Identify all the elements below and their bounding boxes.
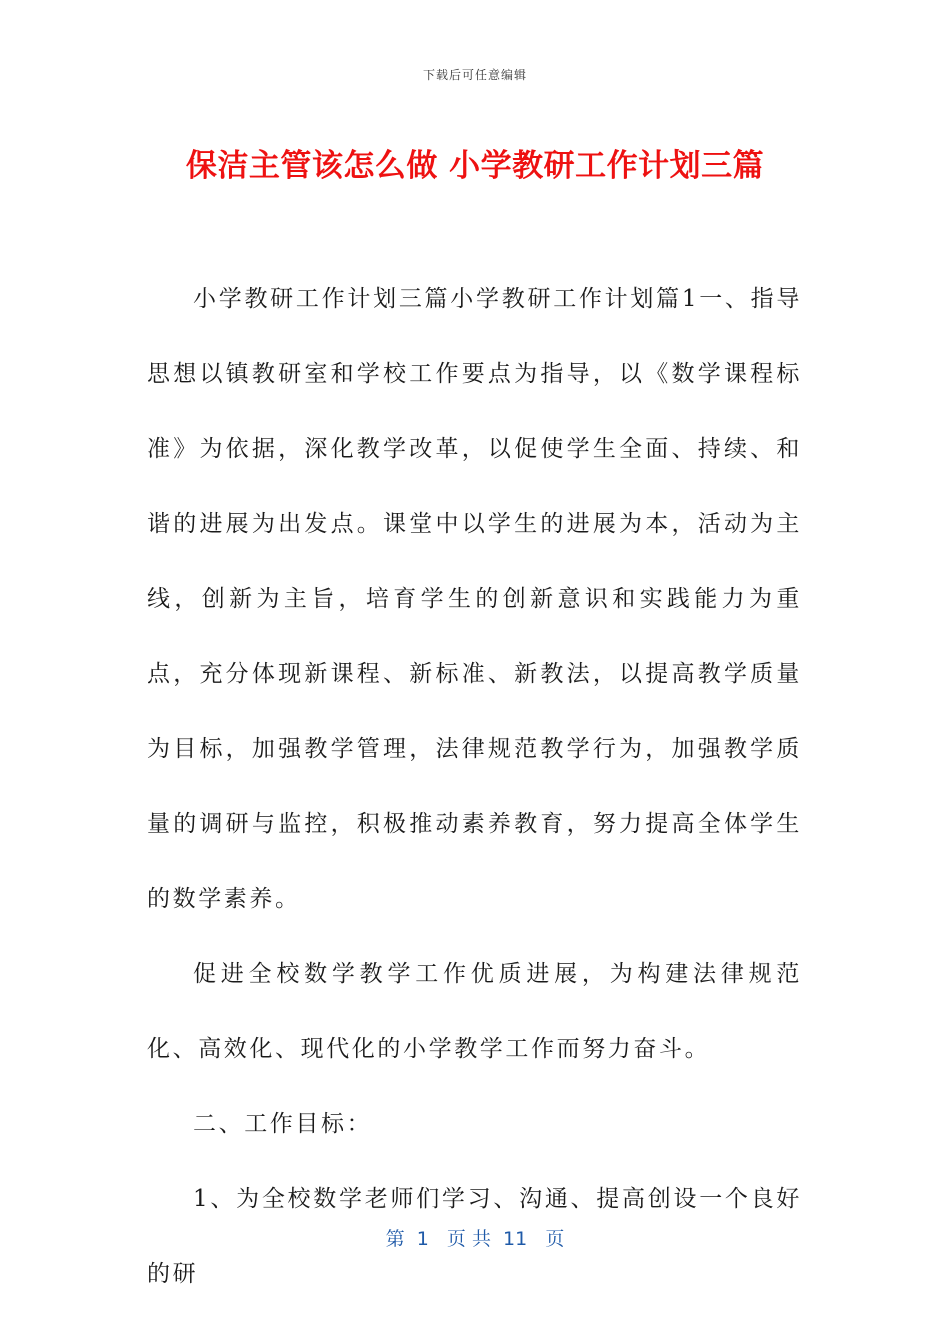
paragraph: 1、为全校数学老师们学习、沟通、提高创设一个良好的研 <box>147 1186 802 1287</box>
paragraph: 小学教研工作计划三篇小学教研工作计划篇1一、指导思想以镇教研室和学校工作要点为指导，以《数学课程标准》为依据，深化教学改革，以促使学生全面、持续、和谐的进展为出发点。课堂中以学生的进展为本，活动为主线，创新为主旨，培育学生的创新意识和实践能力为重点，充分体现新课程、新标准、新教法，以提高教学质量为目标，加强教学管理，法律规范教学行为，加强教学质量的调研与监控，积极推动素养教育，努力提高全体学生的数学素养。 <box>147 286 802 912</box>
document-body <box>147 262 802 1312</box>
page-number: 第 1 页 共 11 页 <box>385 1228 565 1250</box>
document-title: 保洁主管该怎么做 小学教研工作计划三篇 <box>185 148 765 184</box>
paragraph: 二、工作目标： <box>193 1111 373 1137</box>
header-note: 下载后可任意编辑 <box>422 68 527 82</box>
paragraph: 促进全校数学教学工作优质进展，为构建法律规范化、高效化、现代化的小学教学工作而努力奋斗。 <box>147 961 802 1062</box>
